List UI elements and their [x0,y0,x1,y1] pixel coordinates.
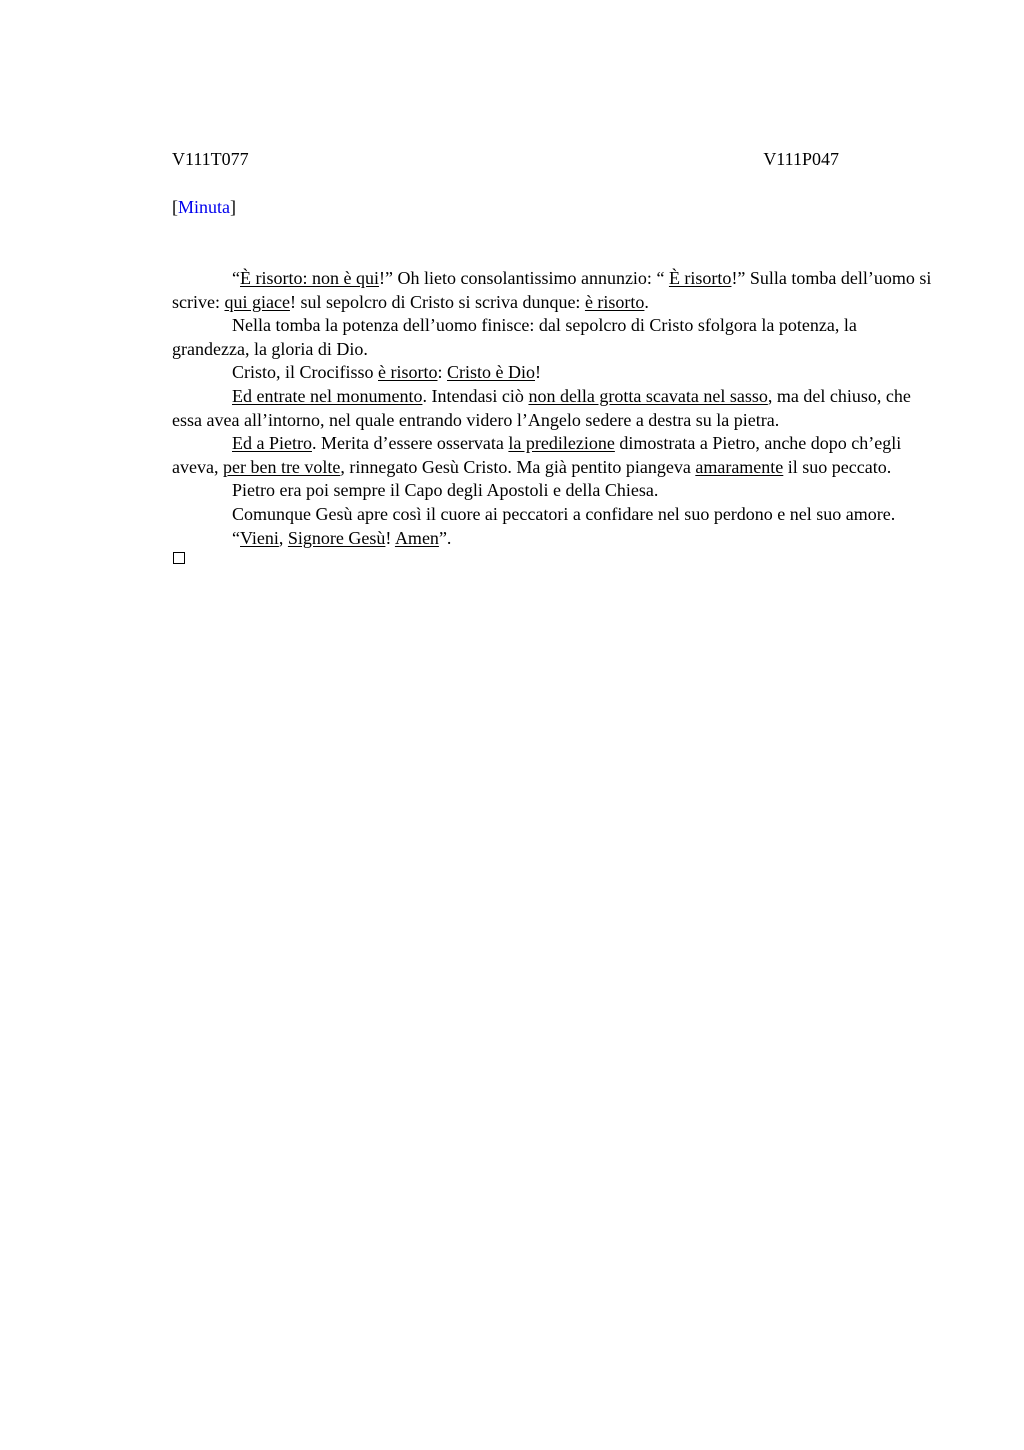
paragraph [172,527,932,551]
paragraph [172,361,932,385]
text-segment: : [437,362,448,383]
underlined-text: Ed a Pietro [232,433,312,454]
text-segment: , rinnegato Gesù Cristo. Ma già pentito piangeva [340,456,696,477]
underlined-text: Amen [394,527,439,548]
paragraph [172,267,932,314]
underlined-text: è risorto [584,291,645,312]
text-segment: Comunque Gesù apre così il cuore ai peccatori a confidare nel suo perdono e nel suo amore. [232,503,896,524]
underlined-text: Ed entrate nel monumento [232,385,423,406]
underlined-text: Signore Gesù [287,527,386,548]
text-segment: ! sul sepolcro di Cristo si scriva dunque: [289,291,585,312]
minuta-tag [172,196,236,218]
underlined-text: è risorto [378,362,438,383]
text-segment: . Intendasi ciò [422,385,529,406]
square-outline-icon [173,552,185,564]
document-body [172,267,932,564]
text-segment: “ [232,268,240,288]
underlined-text: per ben tre volte [222,456,341,477]
text-segment: Pietro era poi sempre il Capo degli Apostoli e della Chiesa. [232,480,659,501]
left-code: V111T077 [172,149,249,169]
text-segment: , ma del chiuso, che essa avea all’intorno, nel quale entrando videro l’Angelo sedere a destra su la pietra. [172,385,911,430]
underlined-text: qui giace [224,291,290,312]
underlined-text: amaramente [695,456,784,477]
text-segment: . [644,291,649,312]
underlined-text: È risorto [668,268,732,288]
text-segment: ! [385,527,395,548]
text-segment: dimostrata a Pietro, anche dopo ch’egli aveva, [172,433,902,477]
paragraph [172,432,932,479]
minuta-link[interactable]: Minuta [178,197,230,217]
right-code: V111P047 [763,149,839,169]
paragraph [172,314,932,361]
underlined-text: È risorto: non è qui [240,268,379,288]
bracket-close: ] [230,197,236,217]
text-segment: il suo peccato. [783,456,892,477]
text-segment: Cristo, il Crocifisso [232,362,379,383]
text-segment: . Merita d’essere osservata [311,433,509,454]
text-segment: !” Oh lieto consolantissimo annunzio: “ [378,268,669,288]
underlined-text: non della grotta scavata nel sasso [528,385,768,406]
text-segment: “ [232,527,240,548]
paragraph [172,385,932,432]
text-segment: ! [535,362,542,383]
text-segment: ”. [438,527,452,548]
document-codes [172,148,839,172]
text-segment: , [278,527,288,548]
text-segment: Nella tomba la potenza dell’uomo finisce: dal sepolcro di Cristo sfolgora la potenza, la grandezza, la gloria di Dio. [172,315,857,359]
underlined-text: Cristo è Dio [447,362,536,383]
paragraph [172,503,932,527]
underlined-text: Vieni [240,527,279,548]
text-segment: !” Sulla tomba dell’uomo si scrive: [172,268,932,312]
paragraph [172,479,932,503]
underlined-text: la predilezione [508,433,615,454]
bracket-open: [ [172,197,178,217]
